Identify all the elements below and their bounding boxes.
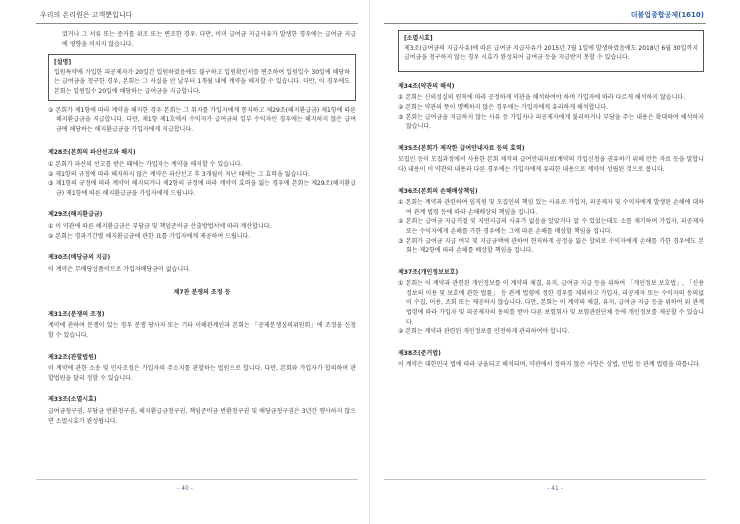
page-number: - 40 - bbox=[177, 485, 193, 492]
article-text: 이 계약은 무배당상품이므로 가입자배당금이 없습니다. bbox=[48, 265, 191, 273]
explanation-box-text: 입원특약에 가입한 피공제자가 20일간 입원하였음에도 불구하고 입원확인서를 변조하여 입원일수 30일에 해당하는 급여금을 청구한 경우, 본회는 그 사실을 안 날부터 1개월 내에 계약을 해지할 수 있습니다. 다만, 이 경우에도 본회는 입원일수 20일에 해당하는 급여금을 지급합니다. bbox=[54, 68, 350, 95]
article-29 bbox=[48, 210, 356, 241]
article-title: 제30조(배당금의 지급) bbox=[48, 254, 111, 262]
article-item: ① 본회는 계약과 관련하여 임직원 및 모집인의 책임 있는 사유로 가입자, 피공제자 및 수익자에게 발생된 손해에 대하여 관계 법령 등에 따라 손해배상의 책임을 집니다. bbox=[398, 199, 704, 216]
article-34 bbox=[398, 82, 704, 132]
header-rule bbox=[36, 23, 358, 24]
article-text: 모집인 등이 모집과정에서 사용한 본회 제작의 급여안내자료(계약의 가입신청을 권유하기 위해 만든 자료 등을 말합니다) 내용이 이 약관의 내용과 다른 경우에는 가입자에게 유리한 내용으로 계약이 성립된 것으로 봅니다. bbox=[398, 156, 704, 173]
right-page-body bbox=[398, 30, 704, 370]
clause-paragraph: ② 본회가 제1항에 따라 계약을 해지한 경우 본회는 그 취지를 가입자에게 통지하고 제29조(해지환급금) 제1항에 따른 해지환급금을 지급합니다. 다만, 제1항 제1호에서 수익자가 급여금의 일부 수익자인 경우에는 해지하지 않은 급여금에 해당하는 해지환급금을 가입자에게 지급합니다. bbox=[48, 106, 356, 133]
right-page-header: 더불업종합공제(1610) bbox=[630, 11, 704, 19]
article-text: 계약에 관하여 분쟁이 있는 경우 분쟁 당사자 또는 기타 이해관계인과 본회는 「공제분쟁심의위원회」에 조정을 신청할 수 있습니다. bbox=[48, 322, 356, 340]
page-number: - 41 - bbox=[547, 485, 563, 492]
article-title: 제35조(본회가 제작한 급여안내자료 등의 효력) bbox=[398, 144, 525, 152]
article-title: 제37조(개인정보보호) bbox=[398, 268, 459, 276]
article-item: ① 본회가 파산의 선고를 받은 때에는 가입자는 계약을 해지할 수 있습니다. bbox=[48, 160, 243, 168]
article-item: ③ 본회는 급여금을 지급하지 않는 사유 등 가입자나 피공제자에게 불리하거나 부담을 주는 내용은 확대하여 해석하지 않습니다. bbox=[398, 113, 704, 131]
article-38 bbox=[398, 349, 704, 370]
article-title: 제29조(해지환급금) bbox=[48, 211, 103, 219]
article-title: 제32조(관할법원) bbox=[48, 353, 97, 361]
article-33 bbox=[48, 395, 356, 426]
prescription-box bbox=[398, 30, 704, 72]
article-item: ② 본회는 경과기간별 해지환급금에 관한 표를 가입자에게 제공하여 드립니다. bbox=[48, 232, 251, 240]
article-28 bbox=[48, 148, 356, 198]
prescription-box-text: 제3조(급여금의 지급사유)에 따른 급여금 지급사유가 2015년 7월 1일에 발생하였음에도 2018년 6월 30일까지 급여금을 청구하지 않는 경우 시효가 완성되어 급여금 등을 지급받지 못할 수 있습니다. bbox=[404, 44, 698, 62]
article-title: 제33조(소멸시효) bbox=[48, 396, 97, 404]
article-text: 이 계약은 대한민국 법에 따라 규율되고 해석되며, 약관에서 정하지 않은 사항은 상법, 민법 등 관계 법령을 따릅니다. bbox=[398, 361, 701, 369]
article-35 bbox=[398, 144, 704, 175]
article-item: ② 제1항의 규정에 따라 해지하지 않은 계약은 파산선고 후 3개월이 지난 때에는 그 효력을 잃습니다. bbox=[48, 170, 310, 178]
footer-rule bbox=[36, 479, 358, 480]
article-item: ① 본회는 신의성실의 원칙에 따라 공정하게 약관을 해석하여야 하며 가입자에 따라 다르게 해석하지 않습니다. bbox=[398, 94, 686, 102]
footer-rule bbox=[384, 479, 706, 480]
article-title: 제36조(본회의 손해배상책임) bbox=[398, 187, 478, 195]
chapter-title: 제7관 분쟁의 조정 등 bbox=[173, 289, 231, 297]
continuation-text: 였거나 그 서류 또는 증거를 위조 또는 변조한 경우. 다만, 이미 급여금 지급사유가 발생한 경우에는 급여금 지급에 영향을 미치지 않습니다. bbox=[62, 31, 356, 48]
article-32 bbox=[48, 353, 356, 384]
article-31 bbox=[48, 310, 356, 341]
article-title: 제31조(분쟁의 조정) bbox=[48, 310, 105, 318]
article-title: 제34조(약관의 해석) bbox=[398, 82, 455, 90]
right-page bbox=[370, 0, 740, 524]
article-item: ② 본회는 계약과 관련된 개인정보를 안전하게 관리하여야 합니다. bbox=[398, 328, 570, 336]
header-rule bbox=[384, 23, 706, 24]
explanation-box-title: [설명] bbox=[54, 59, 72, 67]
article-36 bbox=[398, 187, 704, 256]
article-item: ② 본회는 약관의 뜻이 명백하지 않은 경우에는 가입자에게 유리하게 해석합니다. bbox=[398, 103, 608, 111]
article-title: 제28조(본회의 파산선고와 해지) bbox=[48, 149, 136, 157]
article-30 bbox=[48, 253, 356, 274]
article-title: 제38조(준거법) bbox=[398, 349, 441, 357]
article-item: ③ 본회가 급여금 지급 여부 및 지급금액에 관하여 현저하게 공정을 잃은 합의로 수익자에게 손해를 가한 경우에도 본회는 제2항에 따라 손해를 배상할 책임을 집니다. bbox=[398, 237, 704, 255]
prescription-box-title: [소멸시효] bbox=[404, 35, 433, 42]
left-page-body bbox=[48, 30, 356, 426]
left-page-header: 우리의 온리원은 고객뿐입니다 bbox=[40, 11, 133, 19]
article-text: 급여금청구권, 부담금 반환청구권, 해지환급금청구권, 책임준비금 반환청구권 및 배당금청구권은 3년간 행사하지 않으면 소멸시효가 완성됩니다. bbox=[48, 408, 356, 425]
article-item: ① 이 약관에 따른 해지환급금은 부담금 및 책임준비금 산출방법서에 따라 계산합니다. bbox=[48, 222, 272, 230]
explanation-box bbox=[48, 54, 356, 100]
article-item: ① 본회는 이 계약과 관련된 개인정보를 이 계약의 체결, 유지, 급여금 지급 등을 위하여 「개인정보 보호법」, 「신용정보의 이용 및 보호에 관한 법률」 등 관계 법령에 정한 경우를 제외하고 가입자, 피공제자 또는 수익자의 동의없이 수집, 이용, 조회 또는 제공하지 않습니다. 다만, 본회는 이 계약의 체결, 유지, 급여금 지급 등을 위하여 위 관계 법령에 따라 가입자 및 피공제자의 동의를 받아 다른 보험회사 및 보험관련단체 등에 개인정보를 제공할 수 있습니다. bbox=[398, 280, 704, 326]
article-item: ③ 제1항의 규정에 따라 계약이 해지되거나 제2항의 규정에 따라 계약이 효력을 잃는 경우에 본회는 제29조(해지환급금) 제1항에 따른 해지환급금을 가입자에게 드립니다. bbox=[48, 180, 356, 197]
article-item: ② 본회는 급여금 지급거절 및 지연지급의 사유가 없음을 알았거나 알 수 있었는데도 소를 제기하여 가입자, 피공제자 또는 수익자에게 손해를 가한 경우에는 그에 따른 손해를 배상할 책임을 집니다. bbox=[398, 218, 704, 235]
article-37 bbox=[398, 268, 704, 337]
article-text: 이 계약에 관한 소송 및 민사조정은 가입자의 주소지를 관할하는 법원으로 합니다. 다만, 본회와 가입자가 합의하여 관할법원을 달리 정할 수 있습니다. bbox=[48, 365, 356, 382]
